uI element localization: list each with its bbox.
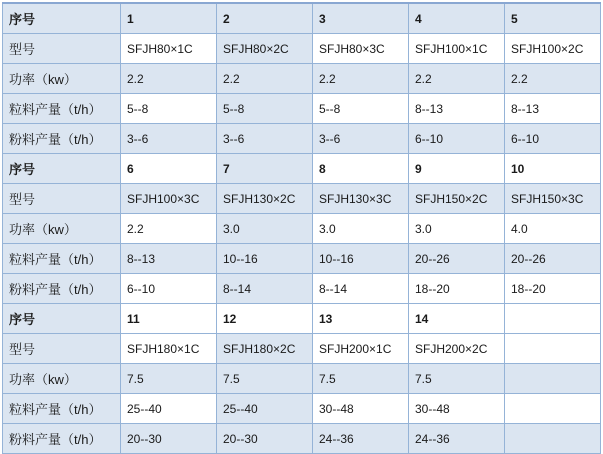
table-cell: 7 [217,154,313,184]
table-cell: 12 [217,304,313,334]
row-label: 序号 [3,304,121,334]
table-cell: 6--10 [409,124,505,154]
table-cell: 4.0 [505,214,601,244]
table-cell: 1 [121,3,217,34]
table-cell: 6--10 [505,124,601,154]
table-cell: SFJH200×2C [409,334,505,364]
table-cell: 20--30 [121,424,217,454]
row-label: 粉料产量（t/h） [3,124,121,154]
table-cell [505,334,601,364]
table-cell: SFJH100×1C [409,34,505,64]
row-label: 粒料产量（t/h） [3,394,121,424]
table-cell: 9 [409,154,505,184]
table-cell: SFJH180×2C [217,334,313,364]
table-cell: 30--48 [409,394,505,424]
row-label: 粉料产量（t/h） [3,424,121,454]
table-row [3,154,601,184]
table-row [3,364,601,394]
table-cell: 3--6 [217,124,313,154]
row-label: 功率（kw） [3,364,121,394]
table-cell: 8--13 [121,244,217,274]
row-label: 序号 [3,154,121,184]
table-cell: 2.2 [121,214,217,244]
spec-table-body [3,3,601,454]
table-cell: 5--8 [121,94,217,124]
row-label: 型号 [3,334,121,364]
table-cell: SFJH80×3C [313,34,409,64]
spec-table [2,2,601,454]
table-cell: SFJH80×1C [121,34,217,64]
table-cell: SFJH80×2C [217,34,313,64]
row-label: 功率（kw） [3,64,121,94]
table-cell: 3.0 [313,214,409,244]
table-cell: 30--48 [313,394,409,424]
row-label: 粒料产量（t/h） [3,244,121,274]
table-cell: 13 [313,304,409,334]
row-label: 型号 [3,184,121,214]
table-cell: 7.5 [121,364,217,394]
row-label: 功率（kw） [3,214,121,244]
table-cell [505,304,601,334]
table-cell: 5--8 [217,94,313,124]
table-cell: 25--40 [121,394,217,424]
table-cell: 5 [505,3,601,34]
table-cell: 24--36 [409,424,505,454]
table-cell: 10 [505,154,601,184]
table-cell: 2 [217,3,313,34]
table-cell: SFJH100×3C [121,184,217,214]
table-cell: 8--13 [409,94,505,124]
table-cell: 2.2 [121,64,217,94]
table-cell: 3 [313,3,409,34]
table-cell: 24--36 [313,424,409,454]
table-row [3,394,601,424]
table-cell: 25--40 [217,394,313,424]
table-cell: 14 [409,304,505,334]
table-row [3,274,601,304]
table-cell: 2.2 [313,64,409,94]
table-cell: 8--13 [505,94,601,124]
table-cell: 2.2 [409,64,505,94]
table-cell: 5--8 [313,94,409,124]
table-cell: 20--26 [505,244,601,274]
table-cell: 8--14 [313,274,409,304]
spec-table-container [2,2,600,447]
table-row [3,34,601,64]
table-cell: 11 [121,304,217,334]
table-cell: 20--30 [217,424,313,454]
row-label: 粒料产量（t/h） [3,94,121,124]
table-cell: 8--14 [217,274,313,304]
table-cell: 7.5 [313,364,409,394]
table-cell: 18--20 [505,274,601,304]
table-row [3,184,601,214]
table-row [3,244,601,274]
table-row [3,334,601,364]
table-cell: SFJH150×2C [409,184,505,214]
table-cell: 6--10 [121,274,217,304]
table-cell: 20--26 [409,244,505,274]
table-cell: SFJH150×3C [505,184,601,214]
table-cell: 10--16 [217,244,313,274]
table-cell: SFJH100×2C [505,34,601,64]
table-cell: 3--6 [121,124,217,154]
table-row [3,94,601,124]
table-row [3,304,601,334]
table-cell: 7.5 [409,364,505,394]
table-cell: 4 [409,3,505,34]
table-cell: 8 [313,154,409,184]
table-cell: 2.2 [217,64,313,94]
table-row [3,214,601,244]
table-cell [505,364,601,394]
table-cell: 10--16 [313,244,409,274]
table-row [3,424,601,454]
row-label: 序号 [3,3,121,34]
table-cell: SFJH130×3C [313,184,409,214]
row-label: 粉料产量（t/h） [3,274,121,304]
table-cell: 7.5 [217,364,313,394]
table-cell: 3.0 [409,214,505,244]
table-cell: SFJH130×2C [217,184,313,214]
table-cell: SFJH200×1C [313,334,409,364]
table-cell: SFJH180×1C [121,334,217,364]
table-row [3,3,601,34]
table-cell [505,394,601,424]
table-row [3,64,601,94]
table-cell: 6 [121,154,217,184]
row-label: 型号 [3,34,121,64]
table-cell: 18--20 [409,274,505,304]
table-cell [505,424,601,454]
table-row [3,124,601,154]
table-cell: 2.2 [505,64,601,94]
table-cell: 3--6 [313,124,409,154]
table-cell: 3.0 [217,214,313,244]
